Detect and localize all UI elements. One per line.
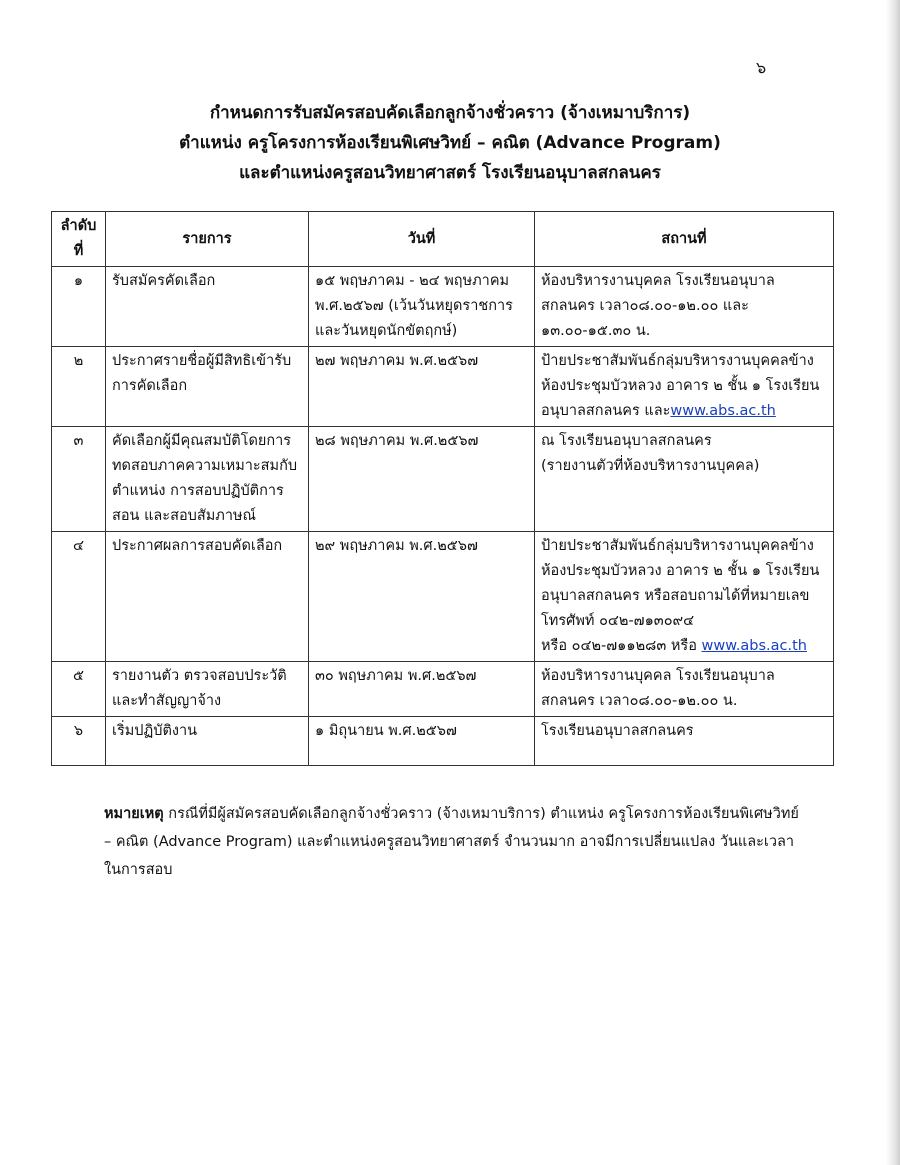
table-header-row	[52, 212, 834, 267]
row-date: ๒๘ พฤษภาคม พ.ศ.๒๕๖๗	[309, 427, 535, 532]
row-item: คัดเลือกผู้มีคุณสมบัติโดยการทดสอบภาคความเหมาะสมกับตำแหน่ง การสอบปฏิบัติการสอน และสอบสัมภาษณ์	[106, 427, 309, 532]
row-date: ๑ มิถุนายน พ.ศ.๒๕๖๗	[309, 717, 535, 766]
table-row	[52, 427, 834, 532]
row-item: รายงานตัว ตรวจสอบประวัติ และทำสัญญาจ้าง	[106, 662, 309, 717]
row-place-text-line-2	[541, 634, 827, 659]
remark-text: กรณีที่มีผู้สมัครสอบคัดเลือกลูกจ้างชั่วคราว (จ้างเหมาบริการ) ตำแหน่ง ครูโครงการห้องเรียนพิเศษวิทย์ – คณิต (Advance Program) และตำแหน่งครูสอนวิทยาศาสตร์ จำนวนมาก อาจมีการเปลี่ยนแปลง วันและเวลาในการสอบ	[104, 806, 799, 878]
row-place-text: ณ โรงเรียนอนุบาลสกลนคร	[541, 433, 712, 449]
row-item: รับสมัครคัดเลือก	[106, 267, 309, 347]
header-place: สถานที่	[535, 212, 834, 267]
header-item: รายการ	[106, 212, 309, 267]
row-item: ประกาศผลการสอบคัดเลือก	[106, 532, 309, 662]
table-row	[52, 347, 834, 427]
row-place: ห้องบริหารงานบุคคล โรงเรียนอนุบาลสกลนคร เวลา๐๘.๐๐-๑๒.๐๐ และ ๑๓.๐๐-๑๕.๓๐ น.	[535, 267, 834, 347]
row-number: ๔	[52, 532, 106, 662]
row-place: โรงเรียนอนุบาลสกลนคร	[535, 717, 834, 766]
row-number: ๒	[52, 347, 106, 427]
row-place-text: ป้ายประชาสัมพันธ์กลุ่มบริหารงานบุคคลข้างห้องประชุมบัวหลวง อาคาร ๒ ชั้น ๑ โรงเรียนอนุบาลสกลนคร และ	[541, 353, 820, 419]
website-link[interactable]: www.abs.ac.th	[670, 403, 776, 419]
row-number: ๓	[52, 427, 106, 532]
title-line-1: กำหนดการรับสมัครสอบคัดเลือกลูกจ้างชั่วคราว (จ้างเหมาบริการ)	[209, 103, 691, 123]
row-item: ประกาศรายชื่อผู้มีสิทธิเข้ารับการคัดเลือก	[106, 347, 309, 427]
title-line-2: ตำแหน่ง ครูโครงการห้องเรียนพิเศษวิทย์ – คณิต (Advance Program)	[179, 133, 721, 153]
schedule-table	[51, 211, 834, 766]
row-place-text-line-2: (รายงานตัวที่ห้องบริหารงานบุคคล)	[541, 458, 760, 474]
table-row	[52, 532, 834, 662]
row-date: ๓๐ พฤษภาคม พ.ศ.๒๕๖๗	[309, 662, 535, 717]
row-place-text: ป้ายประชาสัมพันธ์กลุ่มบริหารงานบุคคลข้างห้องประชุมบัวหลวง อาคาร ๒ ชั้น ๑ โรงเรียนอนุบาลสกลนคร หรือสอบถามได้ที่หมายเลขโทรศัพท์ ๐๔๒-๗๑๓๐๙๔	[541, 538, 820, 629]
website-link[interactable]: www.abs.ac.th	[701, 638, 807, 654]
table-row	[52, 717, 834, 766]
document-title	[0, 98, 900, 188]
page-number: ๖	[756, 58, 767, 77]
row-item: เริ่มปฏิบัติงาน	[106, 717, 309, 766]
row-place	[535, 427, 834, 532]
row-place: ห้องบริหารงานบุคคล โรงเรียนอนุบาลสกลนคร เวลา๐๘.๐๐-๑๒.๐๐ น.	[535, 662, 834, 717]
row-number: ๑	[52, 267, 106, 347]
row-place	[535, 347, 834, 427]
table-row	[52, 267, 834, 347]
header-date: วันที่	[309, 212, 535, 267]
row-number: ๖	[52, 717, 106, 766]
header-no-line-2: ที่	[73, 243, 84, 259]
row-place-phone: หรือ ๐๔๒-๗๑๑๒๘๓ หรือ	[541, 638, 702, 654]
row-date: ๒๙ พฤษภาคม พ.ศ.๒๕๖๗	[309, 532, 535, 662]
title-line-3: และตำแหน่งครูสอนวิทยาศาสตร์ โรงเรียนอนุบาลสกลนคร	[239, 163, 661, 183]
remark-paragraph	[104, 800, 804, 884]
row-date: ๑๕ พฤษภาคม - ๒๔ พฤษภาคม พ.ศ.๒๕๖๗ (เว้นวันหยุดราชการ และวันหยุดนักขัตฤกษ์)	[309, 267, 535, 347]
row-place	[535, 532, 834, 662]
remark-label: หมายเหตุ	[104, 806, 164, 822]
row-number: ๕	[52, 662, 106, 717]
row-date: ๒๗ พฤษภาคม พ.ศ.๒๕๖๗	[309, 347, 535, 427]
header-no	[52, 212, 106, 267]
table-row	[52, 662, 834, 717]
header-no-line-1: ลำดับ	[60, 218, 97, 234]
